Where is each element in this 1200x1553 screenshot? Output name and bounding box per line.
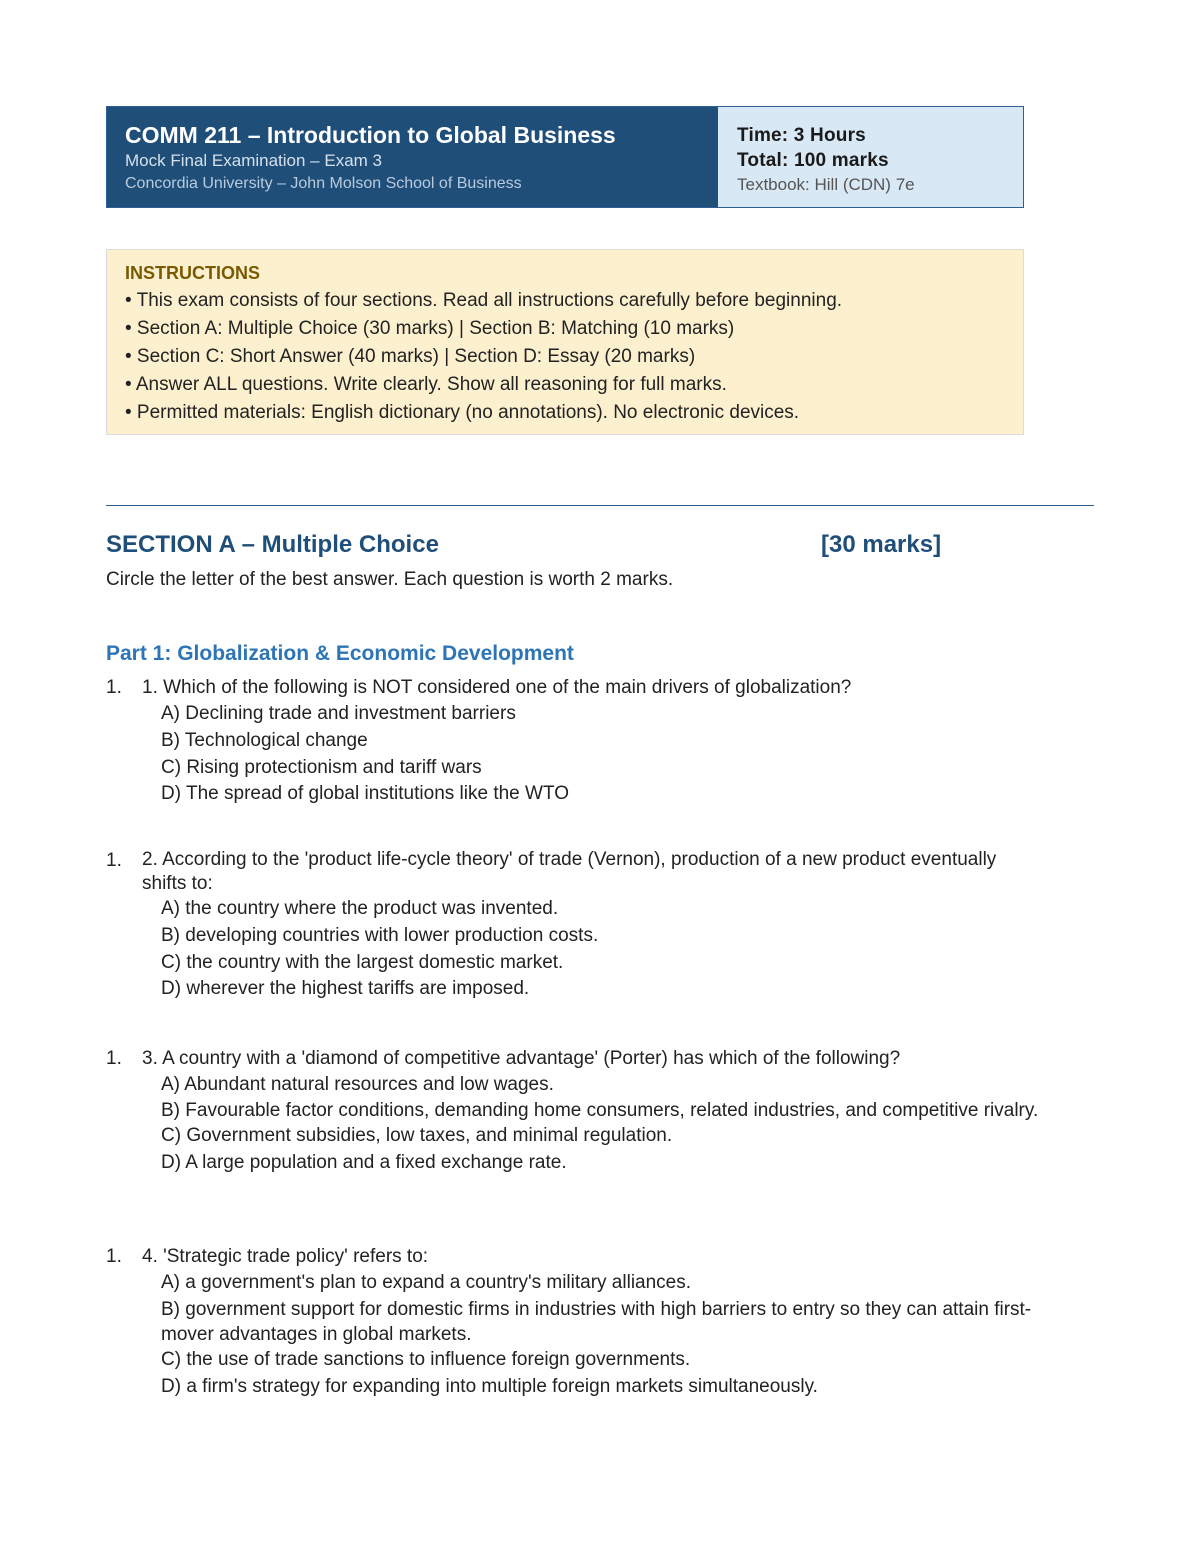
instruction-item: • Answer ALL questions. Write clearly. Show all reasoning for full marks. (125, 374, 727, 395)
question-number: 1. (106, 1048, 122, 1069)
exam-header (106, 106, 1024, 208)
question-number: 1. (106, 677, 122, 698)
answer-option-b[interactable]: B) government support for domestic firms in industries with high barriers to entry so they can attain first-mover advantages in global markets. (161, 1298, 1032, 1345)
section-marks: [30 marks] (821, 531, 942, 558)
instruction-item: • Section A: Multiple Choice (30 marks) | Section B: Matching (10 marks) (125, 318, 735, 339)
question-text: 2. According to the 'product life-cycle theory' of trade (Vernon), production of a new product eventually shifts to: (142, 849, 997, 894)
section-instruction: Circle the letter of the best answer. Each question is worth 2 marks. (106, 569, 674, 590)
answer-option-c[interactable]: C) the use of trade sanctions to influence foreign governments. (161, 1348, 691, 1370)
course-title: COMM 211 – Introduction to Global Business (125, 122, 616, 148)
answer-option-c[interactable]: C) Rising protectionism and tariff wars (161, 756, 482, 778)
answer-option-d[interactable]: D) wherever the highest tariffs are imposed. (161, 978, 530, 1000)
answer-option-b[interactable]: B) developing countries with lower production costs. (161, 924, 599, 946)
answer-option-a[interactable]: A) Declining trade and investment barriers (161, 703, 516, 724)
instruction-item: • This exam consists of four sections. Read all instructions carefully before beginning. (125, 290, 843, 311)
question-text: 1. Which of the following is NOT considered one of the main drivers of globalization? (142, 677, 852, 698)
exam-info-box (718, 107, 1023, 207)
question-number: 1. (106, 850, 122, 871)
instruction-item: • Permitted materials: English dictionary (no annotations). No electronic devices. (125, 402, 800, 423)
question-number: 1. (106, 1246, 122, 1267)
answer-option-d[interactable]: D) A large population and a fixed exchange rate. (161, 1151, 567, 1173)
answer-option-b[interactable]: B) Favourable factor conditions, demanding home consumers, related industries, and competitive rivalry. (161, 1099, 1039, 1121)
question-text: 3. A country with a 'diamond of competitive advantage' (Porter) has which of the following? (142, 1048, 901, 1069)
answer-option-d[interactable]: D) The spread of global institutions like the WTO (161, 783, 569, 805)
answer-option-a[interactable]: A) a government's plan to expand a country's military alliances. (161, 1272, 692, 1293)
university-name: Concordia University – John Molson School of Business (125, 175, 522, 192)
answer-option-c[interactable]: C) the country with the largest domestic market. (161, 951, 564, 973)
instruction-item: • Section C: Short Answer (40 marks) | Section D: Essay (20 marks) (125, 346, 696, 367)
section-title: SECTION A – Multiple Choice (106, 531, 439, 558)
answer-option-d[interactable]: D) a firm's strategy for expanding into multiple foreign markets simultaneously. (161, 1375, 818, 1397)
question-text: 4. 'Strategic trade policy' refers to: (142, 1246, 429, 1267)
instructions-heading: INSTRUCTIONS (125, 263, 260, 283)
answer-option-b[interactable]: B) Technological change (161, 729, 368, 751)
instructions-box (106, 249, 1024, 435)
course-banner (107, 107, 718, 207)
question-1 (106, 675, 1096, 808)
exam-time: Time: 3 Hours (737, 125, 866, 146)
question-3 (106, 1046, 1096, 1176)
answer-option-a[interactable]: A) the country where the product was invented. (161, 898, 559, 919)
exam-total-marks: Total: 100 marks (737, 150, 889, 171)
question-4 (106, 1244, 1096, 1400)
question-2 (106, 848, 1096, 1003)
section-divider (106, 505, 1094, 506)
answer-option-a[interactable]: A) Abundant natural resources and low wages. (161, 1074, 554, 1095)
part-heading: Part 1: Globalization & Economic Development (106, 642, 574, 665)
exam-name: Mock Final Examination – Exam 3 (125, 151, 382, 170)
textbook-reference: Textbook: Hill (CDN) 7e (737, 175, 915, 194)
answer-option-c[interactable]: C) Government subsidies, low taxes, and minimal regulation. (161, 1124, 673, 1146)
